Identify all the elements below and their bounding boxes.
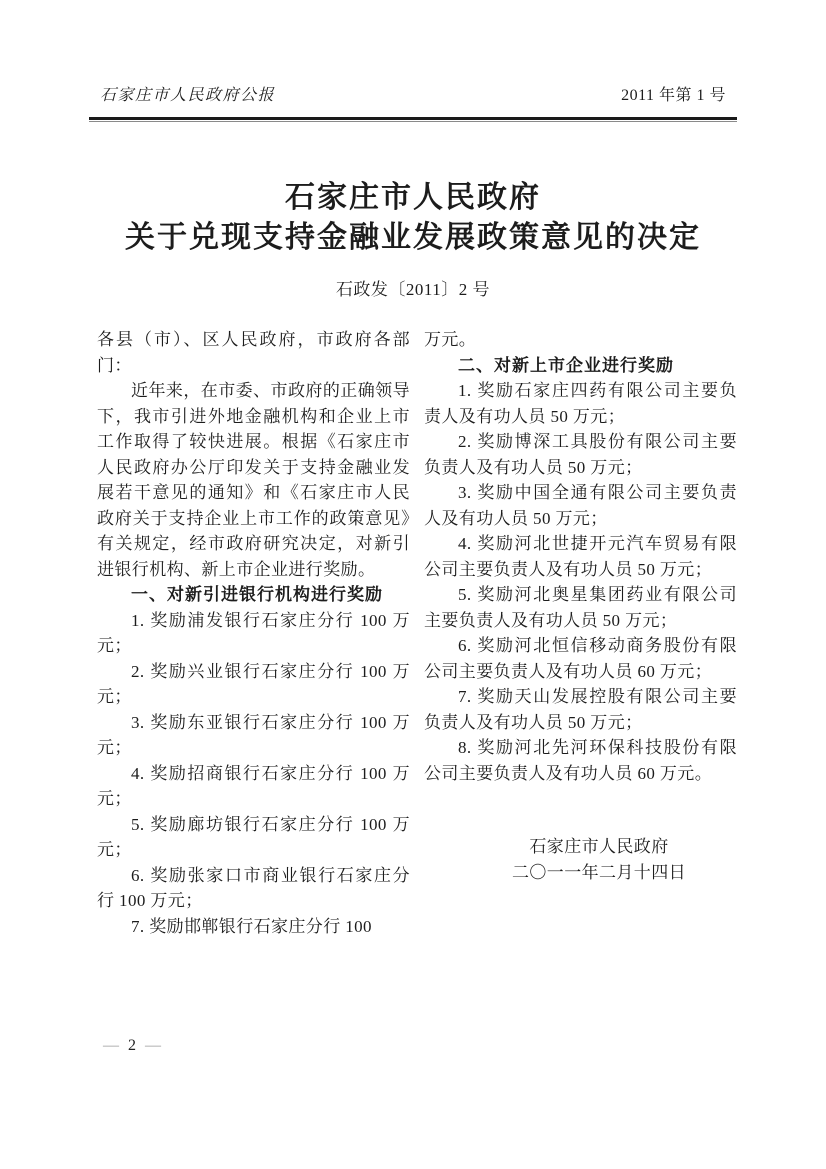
page-number: 2 <box>128 1037 136 1054</box>
section-heading: 二、对新上市企业进行奖励 <box>458 355 674 375</box>
document-title <box>89 178 737 258</box>
paragraph: 6. 奖励河北恒信移动商务股份有限公司主要负责人及有功人员 60 万元； <box>424 636 737 681</box>
footer-dash-left: — <box>103 1037 119 1054</box>
body-column-left <box>97 327 410 939</box>
body-column-right <box>424 327 737 939</box>
gazette-name: 石家庄市人民政府公报 <box>100 87 276 104</box>
paragraph: 2. 奖励博深工具股份有限公司主要负责人及有功人员 50 万元； <box>424 432 737 477</box>
section-heading: 一、对新引进银行机构进行奖励 <box>131 585 383 604</box>
signature-block <box>494 834 704 885</box>
paragraph: 6. 奖励张家口市商业银行石家庄分行 100 万元； <box>97 865 410 910</box>
document-title-line2: 关于兑现支持金融业发展政策意见的决定 <box>125 221 701 254</box>
document-title-line1: 石家庄市人民政府 <box>285 181 541 214</box>
issue-number: 2011 年第 1 号 <box>621 87 726 104</box>
paragraph: 4. 奖励招商银行石家庄分行 100 万元； <box>97 763 410 808</box>
paragraph: 7. 奖励天山发展控股有限公司主要负责人及有功人员 50 万元； <box>424 687 737 732</box>
paragraph: 各县（市）、区人民政府，市政府各部门： <box>97 330 410 375</box>
footer-dash-right: — <box>145 1037 161 1054</box>
running-header <box>89 0 737 105</box>
paragraph: 3. 奖励东亚银行石家庄分行 100 万元； <box>97 712 410 757</box>
paragraph: 3. 奖励中国全通有限公司主要负责人及有功人员 50 万元； <box>424 483 737 528</box>
paragraph: 万元。 <box>424 330 477 349</box>
paragraph: 5. 奖励河北奥星集团药业有限公司主要负责人及有功人员 50 万元； <box>424 585 737 630</box>
header-rule-thin <box>89 121 737 122</box>
paragraph: 7. 奖励邯郸银行石家庄分行 100 <box>131 916 372 936</box>
header-rule-thick <box>89 117 737 120</box>
page-footer <box>103 1036 161 1056</box>
paragraph: 2. 奖励兴业银行石家庄分行 100 万元； <box>97 661 410 706</box>
paragraph: 4. 奖励河北世捷开元汽车贸易有限公司主要负责人及有功人员 50 万元； <box>424 534 737 579</box>
paragraph: 1. 奖励浦发银行石家庄分行 100 万元； <box>97 610 410 655</box>
paragraph: 1. 奖励石家庄四药有限公司主要负责人及有功人员 50 万元； <box>424 381 737 426</box>
document-number: 石政发〔2011〕2 号 <box>335 280 491 299</box>
document-body <box>89 327 737 939</box>
paragraph: 近年来，在市委、市政府的正确领导下，我市引进外地金融机构和企业上市工作取得了较快进展。根据《石家庄市人民政府办公厅印发关于支持金融业发展若干意见的通知》和《石家庄市人民政府关于支持企业上市工作的政策意见》有关规定，经市政府研究决定，对新引进银行机构、新上市企业进行奖励。 <box>97 381 410 579</box>
paragraph: 5. 奖励廊坊银行石家庄分行 100 万元； <box>97 814 410 859</box>
signature-date: 二〇一一年二月十四日 <box>512 862 686 882</box>
paragraph: 8. 奖励河北先河环保科技股份有限公司主要负责人及有功人员 60 万元。 <box>424 738 737 783</box>
signature-issuer: 石家庄市人民政府 <box>529 837 669 856</box>
